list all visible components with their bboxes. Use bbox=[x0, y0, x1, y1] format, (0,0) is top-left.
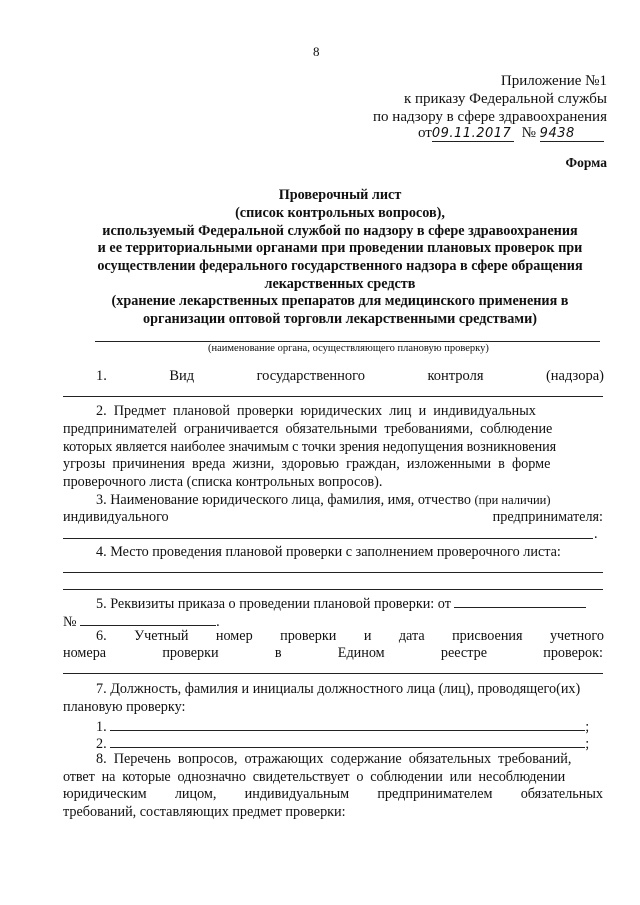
item-8-word: юридическим bbox=[63, 786, 147, 802]
item-5-period: . bbox=[216, 614, 220, 630]
appendix-date-row bbox=[418, 125, 604, 142]
item-3-text: 3. Наименование юридического лица, фамилия, имя, отчество bbox=[96, 492, 471, 508]
item-5-date-field bbox=[454, 593, 586, 608]
item-3-line-2 bbox=[63, 509, 603, 526]
item-3-note: (при наличии) bbox=[474, 493, 551, 507]
item-7-sub-field bbox=[110, 733, 585, 748]
title-line-2: (список контрольных вопросов), bbox=[235, 205, 445, 221]
item-1-line bbox=[63, 396, 603, 397]
item-4-line-1: 4. Место проведения плановой проверки с заполнением проверочного листа: bbox=[96, 544, 561, 560]
item-6-word: номер bbox=[215, 628, 253, 644]
item-8-word: индивидуальным bbox=[244, 786, 350, 802]
organ-line bbox=[95, 341, 600, 342]
item-1-word: 1. bbox=[96, 368, 107, 384]
item-6-word: дата bbox=[398, 628, 425, 644]
item-6-word: проверок: bbox=[543, 645, 603, 661]
appendix-line-2: к приказу Федеральной службы bbox=[403, 91, 607, 107]
item-2-line-4: угрозы причинения вреда жизни, здоровью граждан, изложенными в форме bbox=[63, 456, 551, 472]
item-7-semicolon: ; bbox=[585, 719, 590, 735]
item-7-sub-field bbox=[110, 716, 585, 731]
item-6-word: 6. bbox=[96, 628, 107, 644]
item-3-word: индивидуального bbox=[63, 509, 169, 525]
form-label: Форма bbox=[565, 155, 607, 170]
item-7-line-1: 7. Должность, фамилия и инициалы должностного лица (лиц), проводящего(их) bbox=[96, 681, 581, 697]
item-8-word: обязательных bbox=[520, 786, 603, 802]
item-8-word: предпринимателем bbox=[377, 786, 493, 802]
item-3-line bbox=[63, 538, 593, 539]
from-prefix: от bbox=[418, 125, 432, 141]
item-2-line-5: проверочного листа (списка контрольных вопросов). bbox=[63, 474, 383, 490]
item-5-number-prefix: № bbox=[63, 614, 77, 630]
handwritten-number: 9438 bbox=[540, 126, 604, 142]
item-7-sub-2 bbox=[96, 733, 589, 753]
item-2-line-3: которых является наиболее значимым с точки зрения недопущения возникновения bbox=[63, 439, 557, 455]
item-3-period: . bbox=[594, 526, 598, 542]
appendix-line-1: Приложение №1 bbox=[500, 73, 607, 89]
title-line-8: организации оптовой торговли лекарственными средствами) bbox=[143, 311, 537, 327]
item-6-word: учетного bbox=[549, 628, 604, 644]
item-8-line-4: требований, составляющих предмет проверки: bbox=[63, 804, 346, 820]
title-line-6: лекарственных средств bbox=[264, 276, 416, 292]
item-6-word: Учетный bbox=[134, 628, 189, 644]
organ-caption: (наименование органа, осуществляющего плановую проверку) bbox=[208, 343, 489, 354]
item-5-line-1 bbox=[96, 593, 586, 613]
item-2-line-2: предпринимателей ограничивается обязательными требованиями, соблюдение bbox=[63, 421, 553, 437]
item-6-row-1 bbox=[96, 628, 604, 645]
item-4-line-a bbox=[63, 572, 603, 573]
handwritten-date: 09.11.2017 bbox=[432, 126, 514, 142]
item-6-line bbox=[63, 673, 603, 674]
item-6-row-2 bbox=[63, 645, 603, 662]
item-6-word: проверки bbox=[162, 645, 219, 661]
item-6-word: проверки bbox=[280, 628, 337, 644]
item-1-word: государственного bbox=[256, 368, 366, 384]
number-prefix: № bbox=[521, 125, 536, 141]
title-line-1: Проверочный лист bbox=[278, 187, 402, 203]
item-8-row-3 bbox=[63, 786, 603, 803]
item-4-line-b bbox=[63, 589, 603, 590]
item-1-row bbox=[96, 368, 604, 385]
item-7-sub-number: 2. bbox=[96, 736, 107, 752]
title-line-7: (хранение лекарственных препаратов для медицинского применения в bbox=[111, 293, 569, 309]
item-5-text: 5. Реквизиты приказа о проведении плановой проверки: от bbox=[96, 596, 451, 612]
item-6-word: Едином bbox=[337, 645, 385, 661]
item-3-line-1 bbox=[96, 492, 551, 509]
item-1-word: (надзора) bbox=[545, 368, 604, 384]
item-1-word: Вид bbox=[169, 368, 195, 384]
item-7-semicolon: ; bbox=[585, 736, 590, 752]
title-line-4: и ее территориальными органами при проведении плановых проверок при bbox=[97, 240, 583, 256]
item-2-line-1: 2. Предмет плановой проверки юридических лиц и индивидуальных bbox=[96, 403, 536, 419]
title-line-3: используемый Федеральной службой по надзору в сфере здравоохранения bbox=[102, 223, 578, 239]
item-6-word: присвоения bbox=[452, 628, 523, 644]
item-6-word: номера bbox=[63, 645, 107, 661]
item-5-number-field bbox=[80, 611, 216, 626]
title-line-5: осуществлении федерального государственного надзора в сфере обращения bbox=[97, 258, 583, 274]
item-7-line-2: плановую проверку: bbox=[63, 699, 186, 715]
page-number: 8 bbox=[313, 44, 320, 59]
item-6-word: реестре bbox=[440, 645, 487, 661]
item-6-word: в bbox=[274, 645, 282, 661]
item-8-line-2: ответ на которые однозначно свидетельствует о соблюдении или несоблюдении bbox=[63, 769, 566, 785]
item-7-sub-number: 1. bbox=[96, 719, 107, 735]
item-6-word: и bbox=[363, 628, 372, 644]
item-8-word: лицом, bbox=[174, 786, 217, 802]
item-1-word: контроля bbox=[427, 368, 484, 384]
item-8-line-1: 8. Перечень вопросов, отражающих содержание обязательных требований, bbox=[96, 751, 572, 767]
item-3-word: предпринимателя: bbox=[492, 509, 603, 525]
appendix-line-3: по надзору в сфере здравоохранения bbox=[373, 109, 607, 125]
